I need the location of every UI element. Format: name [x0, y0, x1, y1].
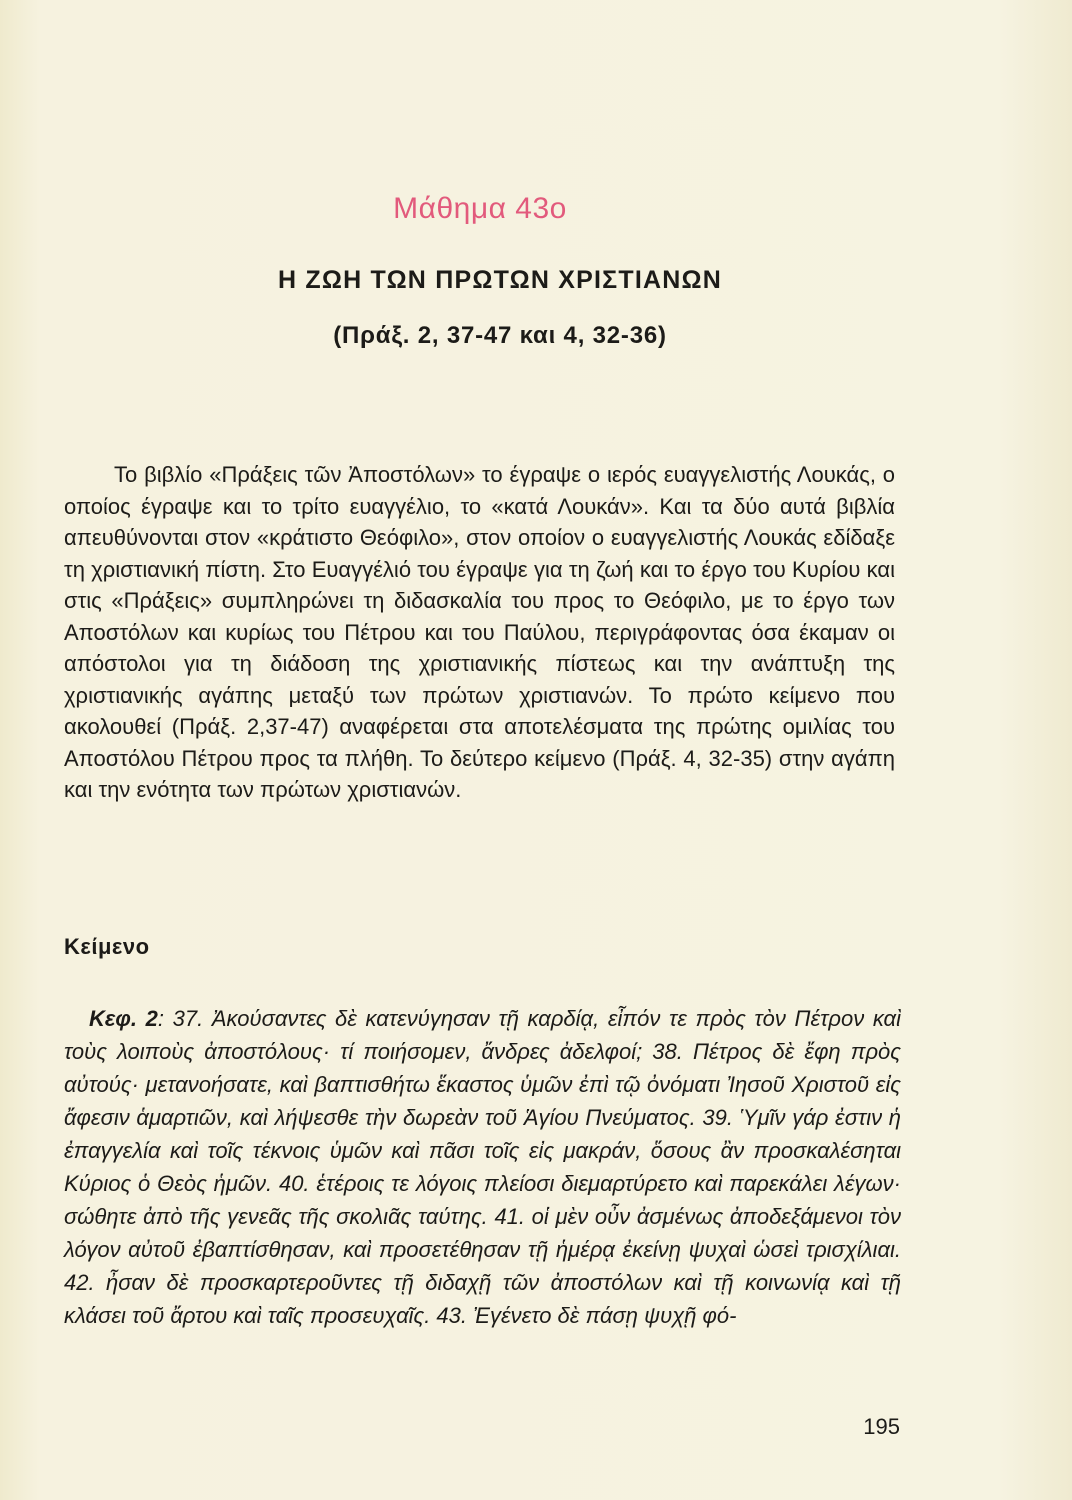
intro-paragraph: Το βιβλίο «Πράξεις τῶν Ἀποστόλων» το έγραψε ο ιερός ευαγγελιστής Λουκάς, ο οποίος έγραψε και το τρίτο ευαγγέλιο, το «κατά Λουκάν». Και τα δύο αυτά βιβλία απευθύνονται στον «κράτιστο Θεόφιλο», στον οποίον ο ευαγγελιστής Λουκάς εδίδαξε τη χριστιανική πίστη. Στο Ευαγγέλιό του έγραψε για τη ζωή και το έργο του Κυρίου και στις «Πράξεις» συμπληρώνει τη διδασκαλία του προς το Θεόφιλο, με το έργο των Αποστόλων και κυρίως του Πέτρου και του Παύλου, περιγράφοντας όσα έκαμαν οι απόστολοι για τη διάδοση της χριστιανικής πίστεως και την ανάπτυξη της χριστιανικής αγάπης μεταξύ των πρώτων χριστιανών. Το πρώτο κείμενο που ακολουθεί (Πράξ. 2,37-47) αναφέρεται στα αποτελέσματα της πρώτης ομιλίας του Αποστόλου Πέτρου προς τα πλήθη. Το δεύτερο κείμενο (Πράξ. 4, 32-35) στην αγάπη και την ενότητα των πρώτων χριστιανών. [64, 462, 895, 802]
chapter-label: Κεφ. 2 [89, 1006, 158, 1031]
page-title: Η ΖΩΗ ΤΩΝ ΠΡΩΤΩΝ ΧΡΙΣΤΙΑΝΩΝ [278, 266, 722, 294]
scripture-text-block [64, 1002, 901, 1332]
scripture-reference: (Πράξ. 2, 37-47 και 4, 32-36) [333, 322, 667, 349]
section-heading: Κείμενο [64, 934, 150, 959]
scripture-text: : 37. Ἀκούσαντες δὲ κατενύγησαν τῇ καρδίᾳ, εἶπόν τε πρὸς τὸν Πέτρον καὶ τοὺς λοιποὺς ἀποστόλους· τί ποιήσομεν, ἄνδρες ἀδελφοί; 38. Πέτρος δὲ ἔφη πρὸς αὐτούς· μετανοήσατε, καὶ βαπτισθήτω ἕκαστος ὑμῶν ἐπὶ τῷ ὀνόματι Ἰησοῦ Χριστοῦ εἰς ἄφεσιν ἁμαρτιῶν, καὶ λήψεσθε τὴν δωρεὰν τοῦ Ἁγίου Πνεύματος. 39. Ὑμῖν γάρ ἐστιν ἡ ἐπαγγελία καὶ τοῖς τέκνοις ὑμῶν καὶ πᾶσι τοῖς εἰς μακράν, ὅσους ἂν προσκαλέσηται Κύριος ὁ Θεὸς ἡμῶν. 40. ἑτέροις τε λόγοις πλείοσι διεμαρτύρετο καὶ παρεκάλει λέγων· σώθητε ἀπὸ τῆς γενεᾶς τῆς σκολιᾶς ταύτης. 41. οἱ μὲν οὖν ἀσμένως ἀποδεξάμενοι τὸν λόγον αὐτοῦ ἐβαπτίσθησαν, καὶ προσετέθησαν τῇ ἡμέρᾳ ἐκείνῃ ψυχαὶ ὡσεὶ τρισχίλιαι. 42. ἦσαν δὲ προσκαρτεροῦντες τῇ διδαχῇ τῶν ἀποστόλων καὶ τῇ κοινωνίᾳ καὶ τῇ κλάσει τοῦ ἄρτου καὶ ταῖς προσευχαῖς. 43. Ἐγένετο δὲ πάσῃ ψυχῇ φό- [64, 1006, 901, 1328]
lesson-label: Μάθημα 43ο [393, 192, 567, 225]
page-number: 195 [863, 1414, 900, 1439]
